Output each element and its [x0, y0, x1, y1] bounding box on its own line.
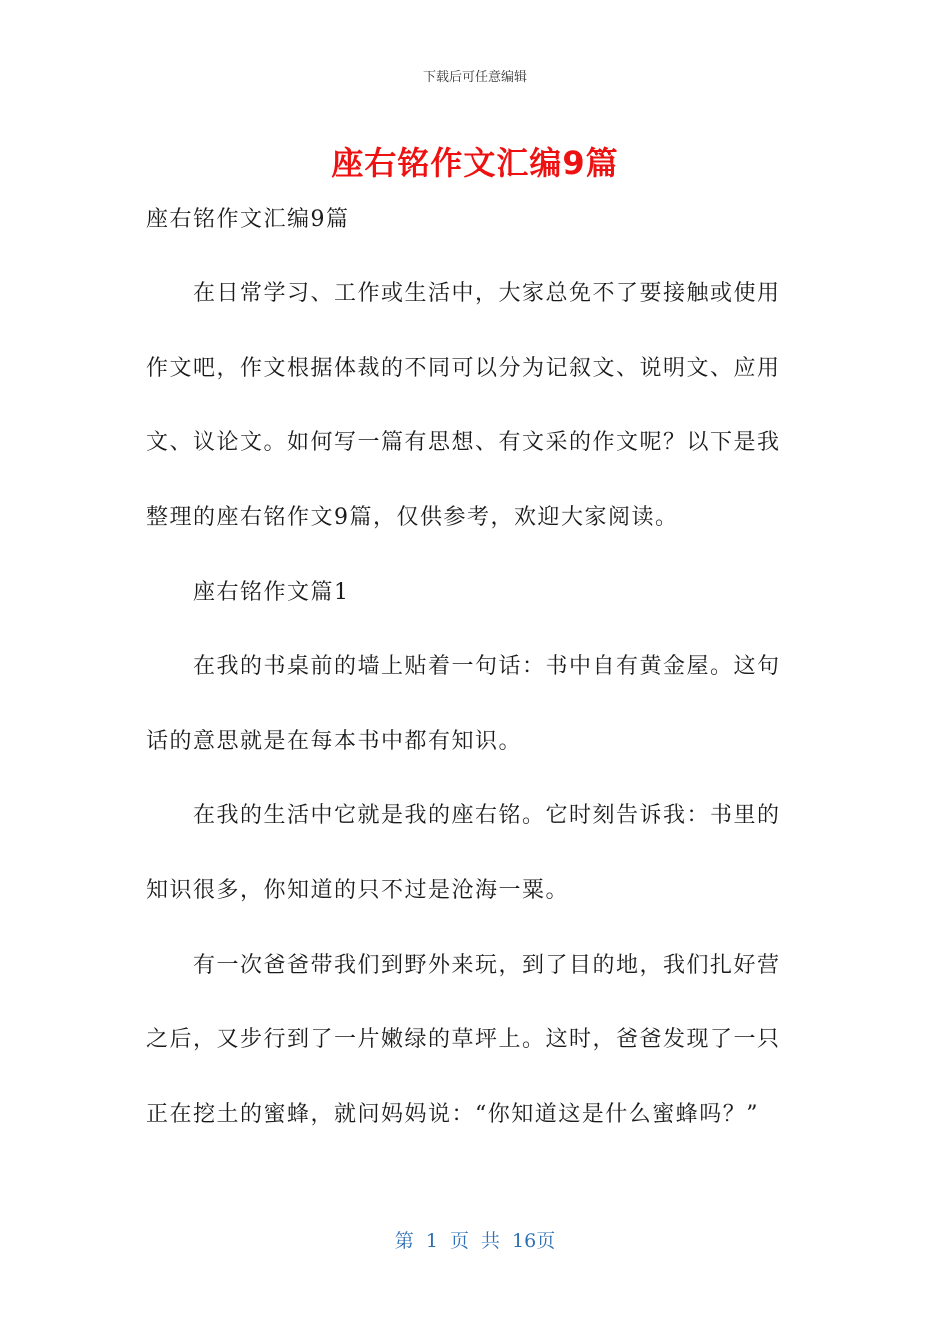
document-title: 座右铭作文汇编9篇	[331, 144, 619, 182]
body-line: 话的意思就是在每本书中都有知识。	[146, 729, 523, 754]
body-line: 在日常学习、工作或生活中，大家总免不了要接触或使用	[146, 281, 781, 306]
page-footer: 第 1 页 共 16页	[394, 1230, 556, 1252]
body-line: 知识很多，你知道的只不过是沧海一粟。	[146, 878, 570, 903]
body-line: 在我的生活中它就是我的座右铭。它时刻告诉我：书里的	[146, 803, 781, 828]
header-note: 下载后可任意编辑	[422, 70, 527, 85]
body-line: 座右铭作文汇编9篇	[146, 207, 350, 232]
body-line: 整理的座右铭作文9篇，仅供参考，欢迎大家阅读。	[146, 505, 679, 530]
body-line: 作文吧，作文根据体裁的不同可以分为记叙文、说明文、应用	[146, 356, 781, 381]
body-line: 文、议论文。如何写一篇有思想、有文采的作文呢？以下是我	[146, 430, 781, 455]
body-line: 在我的书桌前的墙上贴着一句话：书中自有黄金屋。这句	[146, 654, 781, 679]
body-line: 正在挖土的蜜蜂，就问妈妈说：“你知道这是什么蜜蜂吗？”	[146, 1102, 759, 1127]
body-line: 有一次爸爸带我们到野外来玩，到了目的地，我们扎好营	[146, 953, 781, 978]
section-heading: 座右铭作文篇1	[146, 580, 350, 605]
body-line: 之后，又步行到了一片嫩绿的草坪上。这时，爸爸发现了一只	[146, 1027, 781, 1052]
